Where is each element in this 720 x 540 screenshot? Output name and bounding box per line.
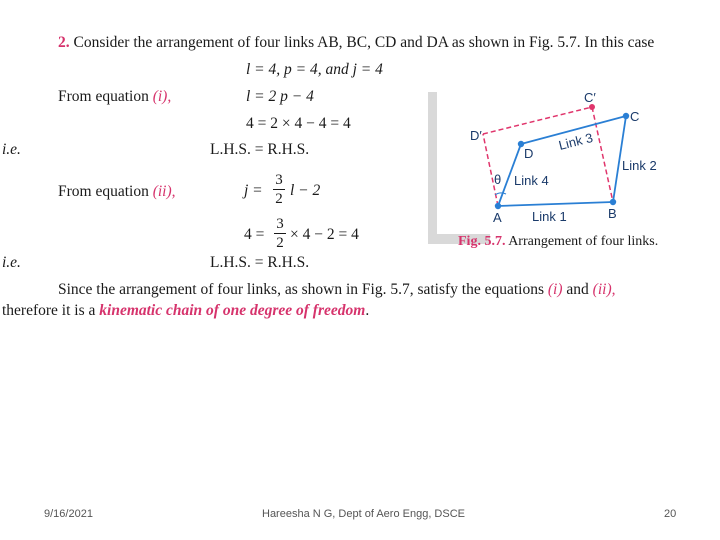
eq2-sub-frac-bar: [274, 233, 286, 234]
eq2-label: [58, 183, 176, 201]
eq1-label: [58, 88, 171, 106]
conclusion-highlight: kinematic chain of one degree of freedom: [99, 302, 366, 319]
eq2-frac-num: 3: [275, 172, 283, 188]
label-link-4: Link 4: [514, 173, 549, 188]
footer-date: 9/16/2021: [44, 508, 93, 520]
label-a: A: [493, 210, 502, 225]
eq2-result: L.H.S. = R.H.S.: [210, 254, 310, 271]
eq2-sub-fraction: [274, 216, 286, 251]
label-c-prime: C′: [584, 90, 596, 105]
conclusion-and: and: [566, 281, 589, 298]
joint-a: [495, 203, 501, 209]
eq1-ref: (i),: [152, 88, 172, 105]
eq2-ref: (ii),: [152, 183, 176, 200]
eq2-lhs: j =: [244, 182, 263, 199]
eq1-label-text: From equation: [58, 88, 149, 105]
eq2-label-text: From equation: [58, 183, 149, 200]
dashed-link-cprime-b: [592, 107, 613, 202]
eq1-formula: l = 2 p − 4: [246, 88, 314, 105]
problem-statement: [58, 34, 654, 52]
four-link-figure: [420, 88, 700, 248]
conclusion-end: .: [365, 302, 370, 319]
label-c: C: [630, 109, 640, 124]
figure-bracket: [428, 92, 490, 244]
label-link-3: Link 3: [557, 129, 595, 153]
conclusion-text-1: Since the arrangement of four links, as shown in Fig. 5.7, satisfy the equations: [58, 281, 545, 298]
label-d: D: [524, 146, 534, 161]
figure-caption-ref: Fig. 5.7.: [458, 234, 506, 249]
label-link-1: Link 1: [532, 209, 567, 224]
joint-c: [623, 113, 629, 119]
problem-text: Consider the arrangement of four links AB, BC, CD and DA as shown in Fig. 5.7. In this case: [73, 34, 655, 51]
link-1-line: [498, 202, 613, 206]
label-d-prime: D′: [470, 128, 482, 143]
eq2-rhs: l − 2: [290, 182, 321, 199]
conclusion-text-2: therefore it is a: [2, 302, 96, 319]
dashed-link-a-dprime: [483, 134, 498, 206]
eq2-frac-bar: [273, 189, 285, 190]
footer-author: Hareesha N G, Dept of Aero Engg, DSCE: [262, 508, 465, 520]
conclusion-ref-ii: (ii),: [592, 281, 616, 298]
problem-number: 2.: [58, 34, 70, 51]
given-values: l = 4, p = 4, and j = 4: [246, 61, 383, 78]
eq1-substitution: 4 = 2 × 4 − 4 = 4: [246, 115, 351, 132]
eq2-sub-frac-den: 2: [276, 235, 284, 251]
theta-arc: [495, 193, 506, 195]
eq2-sub-lhs: 4 =: [244, 226, 265, 243]
figure-caption-text: Arrangement of four links.: [508, 234, 659, 249]
label-b: B: [608, 206, 617, 221]
conclusion-line1: [58, 281, 615, 299]
label-link-2: Link 2: [622, 158, 657, 173]
eq2-sub-rhs: × 4 − 2 = 4: [290, 226, 359, 243]
label-theta: θ: [494, 172, 502, 187]
footer-page-number: 20: [664, 508, 677, 520]
joint-b: [610, 199, 616, 205]
figure-caption: [458, 233, 658, 251]
conclusion-ref-i: (i): [547, 281, 563, 298]
eq1-ie: i.e.: [2, 141, 21, 158]
eq2-fraction: [273, 172, 285, 207]
eq2-frac-den: 2: [275, 191, 283, 207]
eq2-sub-frac-num: 3: [276, 216, 284, 232]
eq1-result: L.H.S. = R.H.S.: [210, 141, 310, 158]
conclusion-line2: [2, 302, 369, 320]
eq2-ie: i.e.: [2, 254, 21, 271]
